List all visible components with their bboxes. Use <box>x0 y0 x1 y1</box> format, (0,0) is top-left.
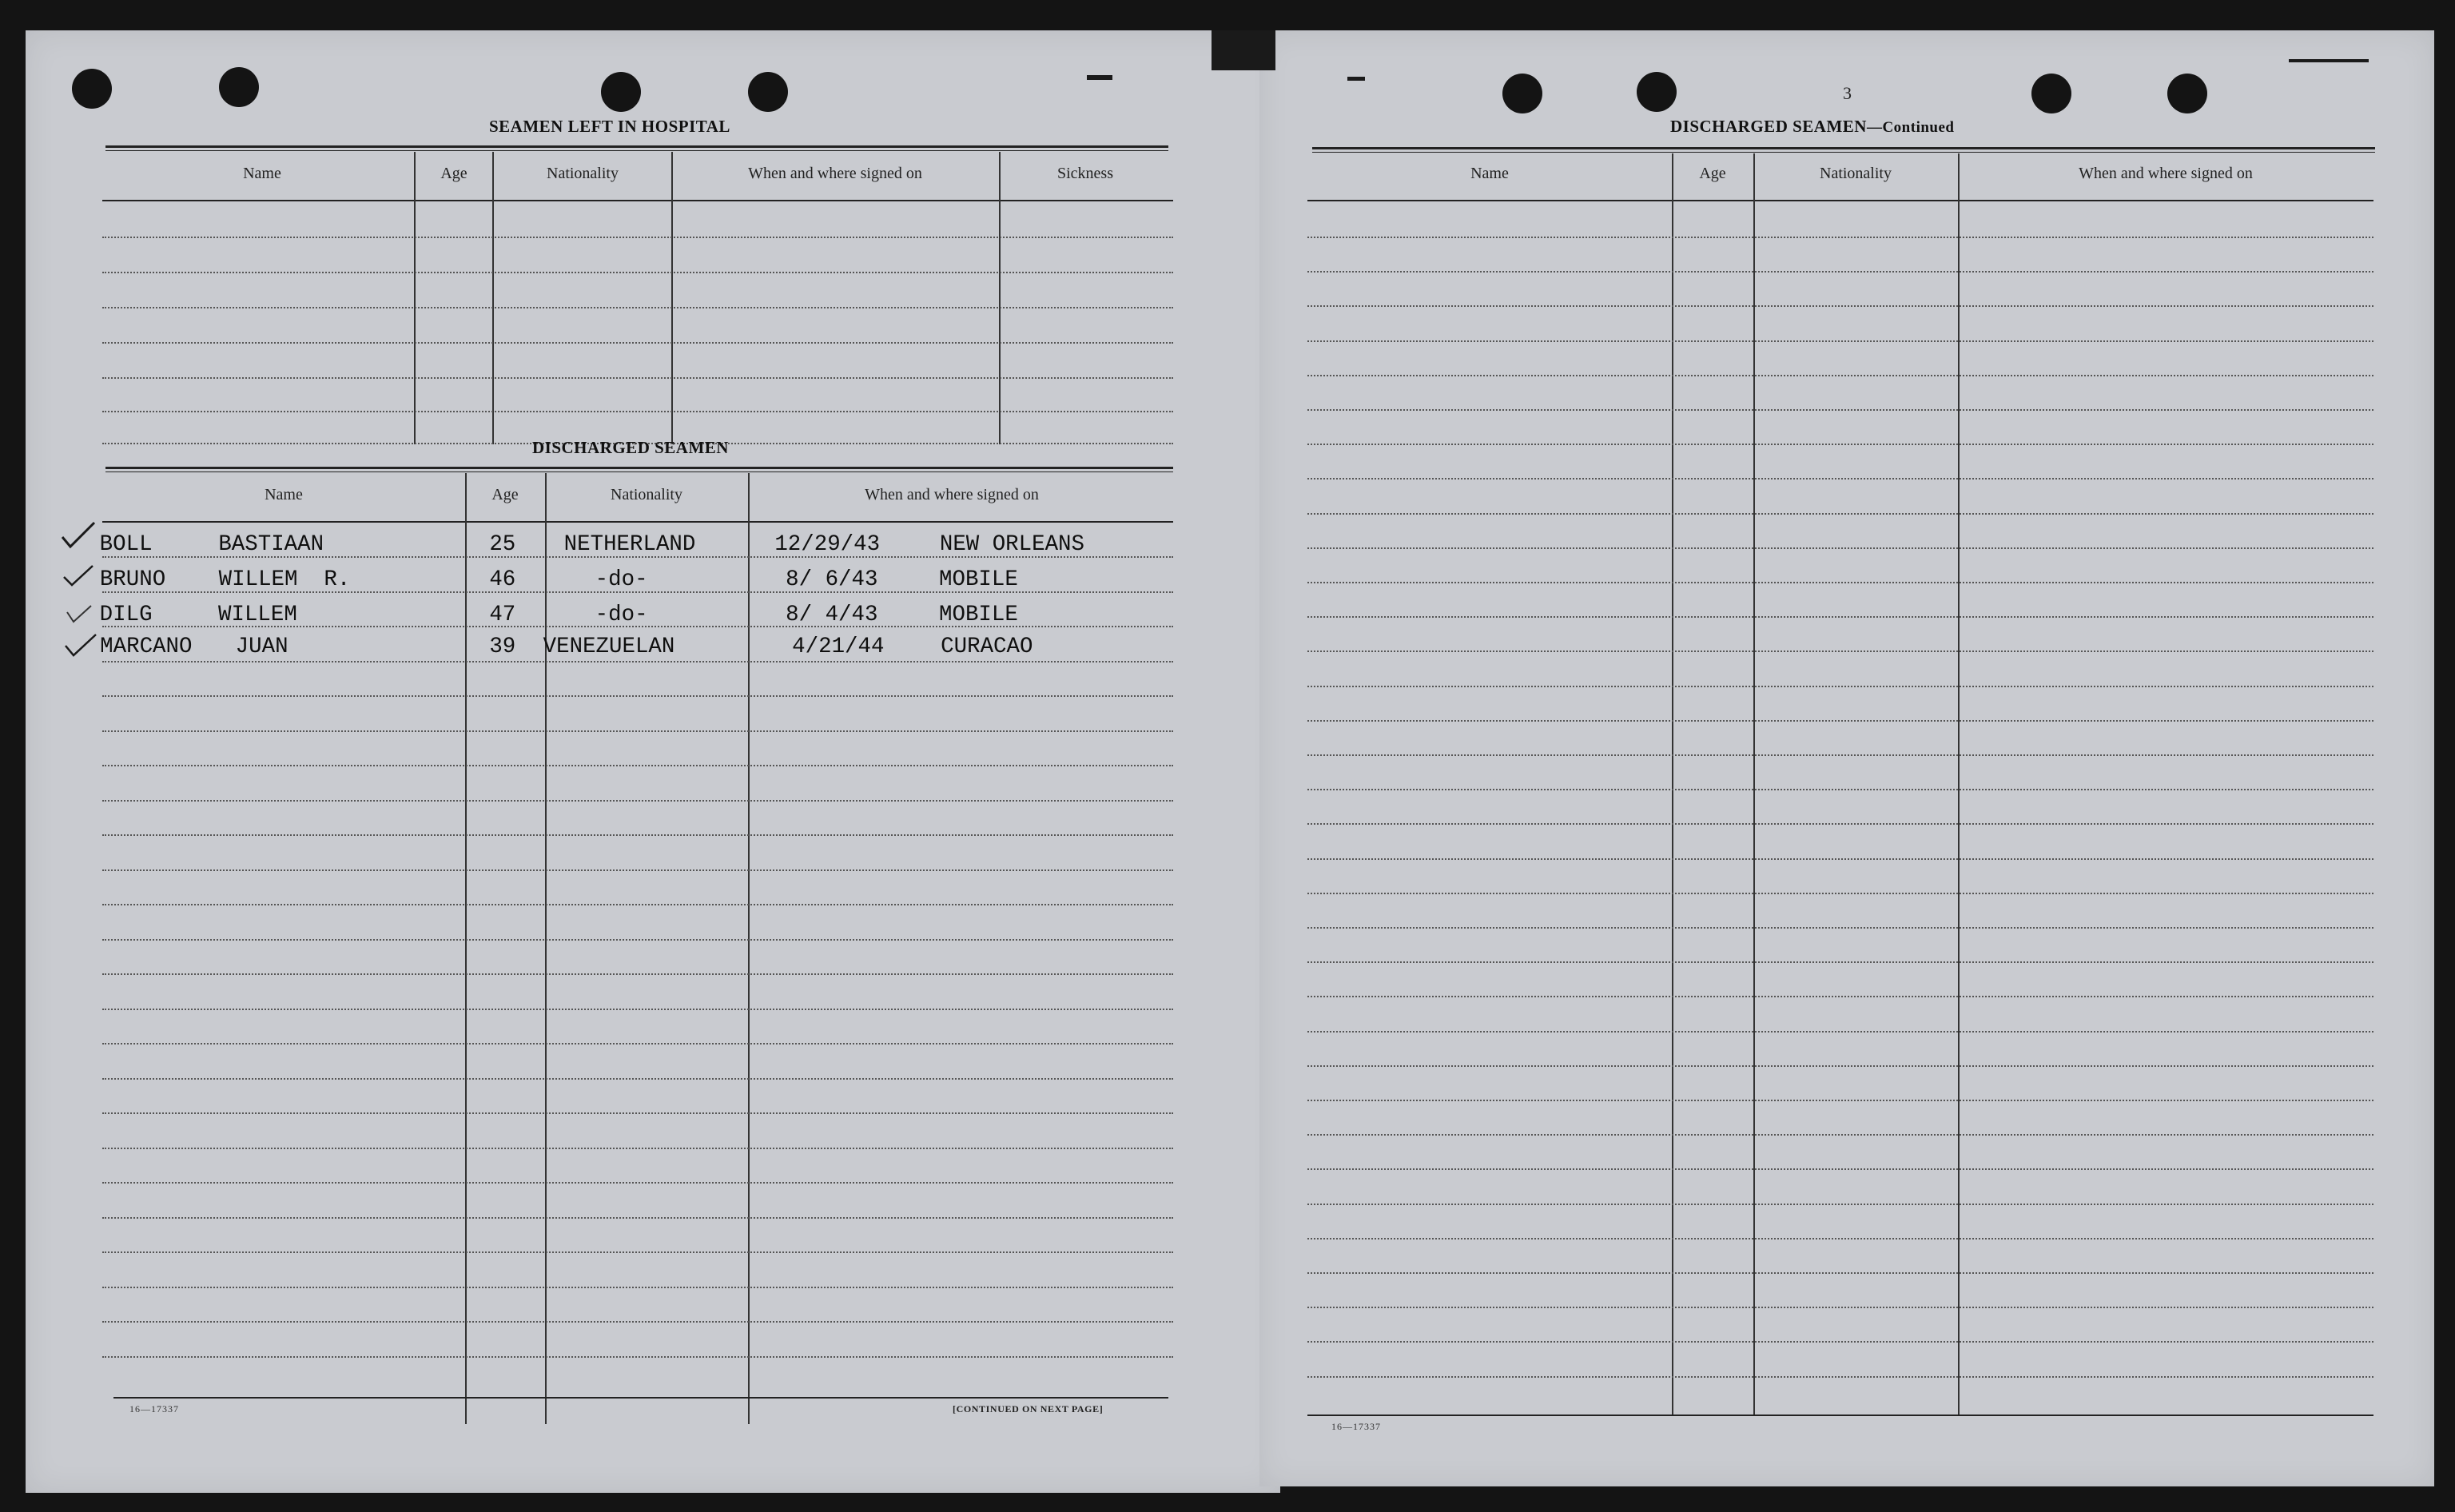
right-col-name: Name <box>1470 165 1509 182</box>
hospital-row-line <box>102 377 1173 379</box>
right-col-age: Age <box>1699 165 1726 182</box>
row-4-given: JUAN <box>235 635 288 659</box>
ruled-line <box>1307 1341 2373 1343</box>
top-rule <box>105 150 1168 151</box>
ruled-line <box>1307 375 2373 376</box>
form-number: 16—17337 <box>1331 1421 1381 1432</box>
row-3-surname: DILG <box>99 603 153 627</box>
ruled-line <box>1307 1031 2373 1033</box>
page-number: 3 <box>1843 83 1852 103</box>
ruled-line <box>102 1287 1173 1288</box>
ruled-line <box>1307 1065 2373 1067</box>
ruled-line <box>1307 789 2373 790</box>
top-rule <box>105 467 1173 469</box>
column-divider <box>671 152 673 444</box>
ruled-line <box>102 869 1173 871</box>
ruled-line <box>1307 893 2373 894</box>
hospital-row-line <box>102 342 1173 344</box>
ruled-line <box>1307 513 2373 515</box>
punch-hole <box>1502 74 1542 113</box>
column-divider <box>748 473 750 1424</box>
ruled-line <box>102 1009 1173 1010</box>
hospital-row-line <box>102 272 1173 273</box>
row-2-place: MOBILE <box>939 567 1018 592</box>
column-divider <box>1672 153 1673 1415</box>
top-rule <box>1312 152 2375 153</box>
ruled-line <box>102 765 1173 766</box>
ruled-line <box>102 1251 1173 1253</box>
column-divider <box>1753 153 1755 1415</box>
hospital-col-name: Name <box>243 165 281 182</box>
ruled-line <box>1307 305 2373 307</box>
ruled-line <box>1307 1100 2373 1101</box>
ink-blot <box>1087 75 1112 80</box>
discharged-col-nationality: Nationality <box>611 486 682 503</box>
discharged-section-title: DISCHARGED SEAMEN <box>532 438 729 457</box>
ruled-line <box>1307 1238 2373 1239</box>
punch-hole <box>1637 72 1677 112</box>
row-3-place: MOBILE <box>939 603 1018 627</box>
punch-hole <box>72 69 112 109</box>
ruled-line <box>1307 271 2373 273</box>
punch-hole <box>601 72 641 112</box>
ruled-line <box>1307 754 2373 756</box>
form-number: 16—17337 <box>129 1403 179 1415</box>
row-4-place: CURACAO <box>941 635 1033 659</box>
row-3-age: 47 <box>489 603 516 627</box>
ruled-line <box>102 973 1173 975</box>
discharged-continued-title <box>1670 117 1954 137</box>
ruled-line <box>102 1112 1173 1114</box>
ruled-line <box>1307 1204 2373 1205</box>
ruled-line <box>102 1182 1173 1184</box>
row-2-age: 46 <box>489 567 516 592</box>
row-1-surname: BOLL <box>99 532 153 557</box>
column-divider <box>1958 153 1960 1415</box>
hospital-row-line <box>102 237 1173 238</box>
row-1-given: BASTIAAN <box>218 532 324 557</box>
hospital-col-sickness: Sickness <box>1057 165 1113 182</box>
punch-hole <box>748 72 788 112</box>
column-divider <box>414 152 416 444</box>
punch-hole <box>2167 74 2207 113</box>
row-1-nationality: NETHERLAND <box>563 532 696 557</box>
discharged-title-main: DISCHARGED SEAMEN <box>1670 117 1867 136</box>
hospital-col-nationality: Nationality <box>547 165 619 182</box>
ruled-line <box>102 834 1173 836</box>
ruled-line <box>102 1148 1173 1149</box>
ruled-line <box>102 661 1173 662</box>
ruled-line <box>1307 823 2373 825</box>
ruled-line <box>1307 1134 2373 1136</box>
row-2-surname: BRUNO <box>99 567 166 592</box>
ruled-line <box>1307 582 2373 583</box>
ruled-line <box>102 800 1173 802</box>
row-4-date: 4/21/44 <box>792 635 885 659</box>
column-divider <box>465 473 467 1424</box>
ruled-line <box>102 1078 1173 1080</box>
ruled-line <box>1307 616 2373 618</box>
row-4-age: 39 <box>489 635 516 659</box>
check-mark-icon <box>64 630 99 659</box>
header-rule <box>102 200 1173 201</box>
right-page <box>1259 30 2434 1486</box>
ink-blot <box>1212 30 1275 70</box>
right-col-when-where: When and where signed on <box>2079 165 2253 182</box>
ruled-line <box>102 1043 1173 1044</box>
ruled-line <box>102 1321 1173 1323</box>
row-2-nationality: -do- <box>595 567 648 592</box>
punch-hole <box>2031 74 2071 113</box>
discharged-col-name: Name <box>265 486 303 503</box>
check-mark-icon <box>61 521 96 550</box>
column-divider <box>492 152 494 444</box>
left-page <box>26 30 1280 1493</box>
ruled-line <box>102 904 1173 905</box>
row-1-place: NEW ORLEANS <box>939 532 1084 557</box>
ruled-line <box>1307 444 2373 445</box>
hospital-row-line <box>102 411 1173 412</box>
row-3-date: 8/ 4/43 <box>786 603 878 627</box>
ruled-line <box>1307 858 2373 860</box>
row-1-date: 12/29/43 <box>774 532 881 557</box>
column-divider <box>545 473 547 1424</box>
discharged-title-suffix: —Continued <box>1866 119 1955 136</box>
column-divider <box>999 152 1001 444</box>
ruled-line <box>1307 651 2373 652</box>
ruled-line <box>1307 1376 2373 1378</box>
row-3-nationality: -do- <box>595 603 648 627</box>
ink-blot <box>1347 77 1365 81</box>
ruled-line <box>1307 1307 2373 1308</box>
ruled-line <box>1307 1272 2373 1274</box>
ruled-line <box>1307 1168 2373 1170</box>
ruled-line <box>1307 340 2373 342</box>
header-rule <box>102 521 1173 523</box>
ruled-line <box>102 1217 1173 1219</box>
check-mark-icon <box>62 561 97 590</box>
ruled-line <box>102 1356 1173 1358</box>
hospital-section-title: SEAMEN LEFT IN HOSPITAL <box>489 117 730 136</box>
hospital-row-line <box>102 307 1173 308</box>
top-rule <box>105 145 1168 148</box>
ruled-line <box>1307 547 2373 549</box>
ruled-line <box>1307 686 2373 687</box>
ruled-line <box>1307 927 2373 929</box>
hospital-col-when-where: When and where signed on <box>748 165 922 182</box>
ruled-line <box>102 695 1173 697</box>
discharged-col-age: Age <box>491 486 519 503</box>
row-1-age: 25 <box>489 532 516 557</box>
ruled-line <box>1307 720 2373 722</box>
row-4-surname: MARCANO <box>100 635 193 659</box>
hospital-col-age: Age <box>440 165 468 182</box>
bottom-rule <box>113 1397 1168 1399</box>
ink-blot <box>2289 59 2369 62</box>
discharged-col-when-where: When and where signed on <box>865 486 1039 503</box>
bottom-rule <box>1307 1415 2373 1416</box>
row-3-given: WILLEM <box>218 603 297 627</box>
ruled-line <box>1307 237 2373 238</box>
ruled-line <box>102 730 1173 732</box>
ruled-line <box>102 939 1173 941</box>
row-4-nationality: VENEZUELAN <box>543 635 675 659</box>
ruled-line <box>1307 478 2373 479</box>
right-col-nationality: Nationality <box>1820 165 1892 182</box>
check-mark-icon <box>64 598 99 627</box>
row-2-date: 8/ 6/43 <box>786 567 878 592</box>
header-rule <box>1307 200 2373 201</box>
ruled-line <box>1307 996 2373 997</box>
row-2-given: WILLEM R. <box>218 567 351 592</box>
ruled-line <box>1307 409 2373 411</box>
punch-hole <box>219 67 259 107</box>
ruled-line <box>1307 961 2373 963</box>
top-rule <box>1312 147 2375 149</box>
continued-note: [CONTINUED ON NEXT PAGE] <box>953 1403 1104 1415</box>
